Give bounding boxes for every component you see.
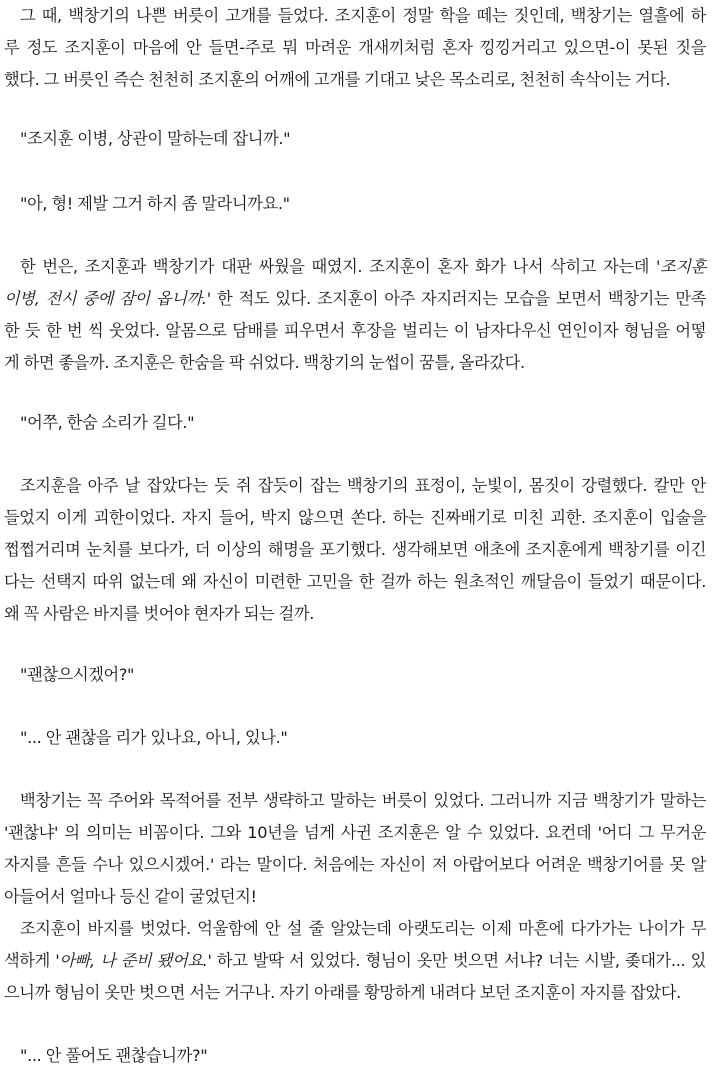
italic-span: 조지훈	[660, 257, 706, 276]
dialogue-line: "조지훈 이병, 상관이 말하는데 잡니까."	[20, 129, 291, 148]
paragraph-line: 했다. 그 버릇인 즉슨 천천히 조지훈의 어깨에 고개를 기대고 낮은 목소리로, 천천히 속삭이는 거다.	[4, 70, 671, 89]
paragraph-line	[4, 945, 706, 977]
paragraph-line: 쩝쩝거리며 눈치를 보다가, 더 이상의 해명을 포기했다. 생각해보면 애초에 조지훈에게 백창기를 이긴	[4, 540, 706, 559]
paragraph-line: 조지훈이 바지를 벗었다. 억울함에 안 설 줄 알았는데 아랫도리는 이제 마흔에 다가가는 나이가 무	[20, 919, 706, 938]
paragraph-line	[4, 283, 706, 315]
dialogue-line: "어쭈, 한숨 소리가 길다."	[20, 413, 195, 432]
paragraph-line: 왜 꼭 사람은 바지를 벗어야 현자가 되는 걸까.	[4, 604, 315, 623]
dialogue-line: "... 안 괜찮을 리가 있나요, 아니, 있나."	[20, 728, 288, 747]
paragraph-line: 백창기는 꼭 주어와 목적어를 전부 생략하고 말하는 버릇이 있었다. 그러니까 지금 백창기가 말하는	[20, 791, 706, 810]
paragraph-line: 들었지 이게 괴한이었다. 자지 들어, 박지 않으면 쏜다. 하는 진짜배기로 미친 괴한. 조지훈이 입술을	[4, 508, 706, 527]
text-span: 색하게 '	[4, 951, 60, 970]
text-span: ' 하고 발딱 서 있었다. 형님이 옷만 벗으면 서냐? 너는 시발, 좆대가... 있	[207, 951, 706, 970]
paragraph-line: 게 하면 좋을까. 조지훈은 한숨을 팍 쉬었다. 백창기의 눈썹이 꿈틀, 올라갔다.	[4, 353, 525, 372]
paragraph-line: '괜찮냐' 의 의미는 비꼼이다. 그와 10년을 넘게 사귄 조지훈은 알 수 있었다. 요컨데 '어디 그 무거운	[4, 823, 706, 842]
text-span: ' 한 적도 있다. 조지훈이 아주 자지러지는 모습을 보면서 백창기는 만족	[206, 289, 707, 308]
italic-span: 이병, 전시 중에 잠이 옵니까.	[4, 289, 207, 308]
dialogue-line: "아, 형! 제발 그거 하지 좀 말라니까요."	[20, 194, 290, 213]
paragraph-line: 으니까 형님이 옷만 벗으면 서는 거구나. 자기 아래를 황망하게 내려다 보던 조지훈이 자지를 잡았다.	[4, 983, 681, 1002]
dialogue-line: "괜찮으시겠어?"	[20, 665, 135, 684]
paragraph-line: 자지를 흔들 수나 있으시겠어.' 라는 말이다. 처음에는 자신이 저 아랍어보다 어려운 백창기어를 못 알	[4, 855, 707, 874]
paragraph-line: 다는 선택지 따위 없는데 왜 자신이 미련한 고민을 한 걸까 하는 원초적인 깨달음이 들었기 때문이다.	[4, 572, 706, 591]
paragraph-line: 한 듯 한 번 씩 웃었다. 알몸으로 담배를 피우면서 후장을 벌리는 이 남자다우신 연인이자 형님을 어떻	[4, 321, 706, 340]
paragraph-line: 조지훈을 아주 날 잡았다는 듯 쥐 잡듯이 잡는 백창기의 표정이, 눈빛이, 몸짓이 강렬했다. 칼만 안	[20, 476, 706, 495]
paragraph-line: 그 때, 백창기의 나쁜 버릇이 고개를 들었다. 조지훈이 정말 학을 떼는 짓인데, 백창기는 열흘에 하	[20, 6, 706, 25]
dialogue-line: "... 안 풀어도 괜찮습니까?"	[20, 1046, 208, 1065]
paragraph-line: 루 정도 조지훈이 마음에 안 들면-주로 뭐 마려운 개새끼처럼 혼자 낑낑거리고 있으면-이 못된 짓을	[4, 38, 706, 57]
paragraph-line: 아들어서 얼마나 등신 같이 굴었던지!	[4, 887, 257, 906]
italic-span: 아빠, 나 준비 됐어요.	[59, 951, 208, 970]
text-span: 한 번은, 조지훈과 백창기가 대판 싸웠을 때였지. 조지훈이 혼자 화가 나서 삭히고 자는데 '	[20, 257, 661, 276]
paragraph-line	[4, 251, 706, 283]
